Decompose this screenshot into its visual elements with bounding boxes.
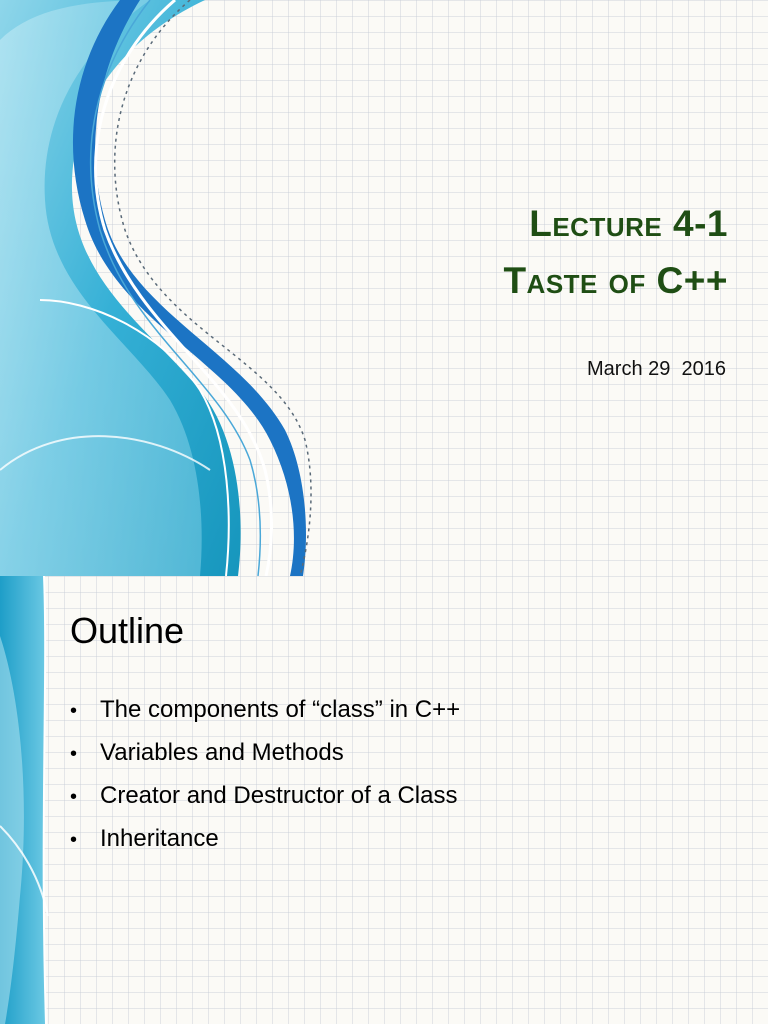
lecture-date: March 29 2016 (587, 358, 726, 380)
outline-heading: Outline (70, 610, 185, 651)
bullet-icon: • (70, 829, 78, 851)
list-item: • The components of “class” in C++ (70, 688, 460, 731)
decorative-wave-graphic (0, 0, 330, 576)
lecture-subtitle: Taste of C++ (503, 260, 728, 301)
bullet-icon: • (70, 700, 78, 722)
outline-list (70, 688, 460, 860)
outline-slide (0, 576, 768, 1024)
side-wave-graphic (0, 576, 60, 1024)
list-item: • Inheritance (70, 817, 460, 860)
bullet-icon: • (70, 743, 78, 765)
list-item: • Creator and Destructor of a Class (70, 774, 460, 817)
list-item: • Variables and Methods (70, 731, 460, 774)
bullet-icon: • (70, 786, 78, 808)
lecture-title: Lecture 4-1 (529, 203, 728, 244)
